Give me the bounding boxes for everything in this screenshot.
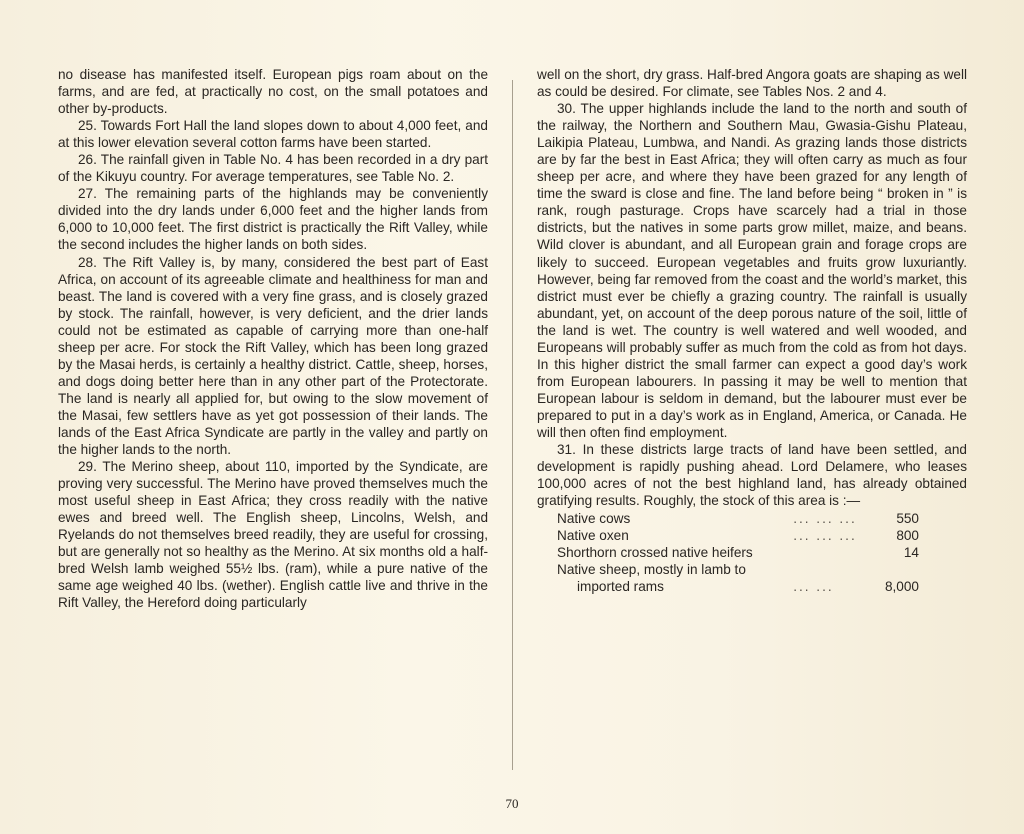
paragraph: 29. The Merino sheep, about 110, imported by the Syndicate, are proving very successful. The Merino have proved themselves much the most useful sheep in East Africa; they cross readily with the native ewes and breed well. The English sheep, Lincolns, Welsh, and Ryelands do not themselves breed readily, they are useful for crossing, but are generally not so healthy as the Merino. At six months old a half-bred Welsh lamb weighed 55½ lbs. (ram), while a pure native of the same age weighed 40 lbs. (wether). English cattle live and thrive in the Rift Valley, the Hereford doing particularly: [58, 459, 488, 611]
stock-row: [557, 578, 919, 595]
right-column: [537, 66, 967, 595]
stock-label: imported rams: [577, 579, 664, 595]
paragraph: 25. Towards Fort Hall the land slopes down to about 4,000 feet, and at this lower elevation several cotton farms have been started.: [58, 118, 488, 151]
page-number: 70: [505, 796, 519, 811]
stock-value: [869, 561, 919, 578]
stock-label: Native cows: [557, 511, 631, 527]
stock-leader-dots: ... ...: [793, 579, 834, 595]
stock-leader-dots: [787, 561, 869, 578]
right-paragraphs: [537, 66, 967, 509]
paragraph: 27. The remaining parts of the highlands may be conveniently divided into the dry lands under 6,000 feet and the higher lands from 6,000 to 10,000 feet. The first district is practically the Rift Valley, while the second includes the higher lands on both sides.: [58, 186, 488, 253]
stock-value: 14: [903, 545, 919, 561]
paragraph: 28. The Rift Valley is, by many, considered the best part of East Africa, on account of its agreeable climate and healthiness for man and beast. The land is covered with a very fine grass, and is closely grazed by stock. The rainfall, however, is very deficient, and the drier lands could not be estimated as capable of carrying more than one-half sheep per acre. For stock the Rift Valley, which has been long grazed by the Masai herds, is certainly a healthy district. Cattle, sheep, horses, and dogs doing better here than in any other part of the Protectorate. The land is nearly all applied for, but owing to the slow movement of the Masai, few settlers have as yet got possession of their lands. The lands of the East Africa Syndicate are partly in the valley and partly on the higher lands to the north.: [58, 254, 488, 458]
paragraph: well on the short, dry grass. Half-bred Angora goats are shaping as well as could be desired. For climate, see Tables Nos. 2 and 4.: [537, 67, 967, 100]
stock-value: 800: [896, 528, 919, 544]
stock-row: [557, 561, 919, 578]
stock-row: [557, 510, 919, 527]
stock-label: Shorthorn crossed native heifers: [557, 545, 753, 561]
stock-row: [557, 544, 919, 561]
stock-value: 550: [896, 511, 919, 527]
stock-value: 8,000: [884, 579, 919, 595]
stock-table: [557, 510, 919, 595]
stock-leader-dots: [787, 544, 869, 561]
stock-label: Native oxen: [557, 528, 629, 544]
stock-label: Native sheep, mostly in lamb to: [557, 562, 746, 578]
stock-leader-dots: ... ... ...: [793, 528, 857, 544]
paragraph: 31. In these districts large tracts of land have been settled, and development is rapidly pushing ahead. Lord Delamere, who leases 100,000 acres of not the best highland land, has already obtained gratifying results. Roughly, the stock of this area is :—: [537, 442, 967, 509]
paragraph: no disease has manifested itself. European pigs roam about on the farms, and are fed, at practically no cost, on the small potatoes and other by-products.: [58, 67, 488, 117]
paragraph: 30. The upper highlands include the land to the north and south of the railway, the Northern and Southern Mau, Gwasia-Gishu Plateau, Laikipia Plateau, Lumbwa, and Nandi. As grazing lands those districts are by far the best in East Africa; they will often carry as much as four sheep per acre, and where they have been grazed for any length of time the sward is close and fine. The land before being “ broken in ” is rank, rough pasturage. Crops have scarcely had a trial in those districts, but the natives in some parts grow millet, maize, and beans. Wild clover is abundant, and all European grain and forage crops are likely to succeed. European vegetables and fruits grow luxuriantly. However, being far removed from the coast and the world’s market, this district must ever be chiefly a grazing country. The rainfall is usually abundant, yet, on account of the deep porous nature of the soil, little of the land is wet. The country is well watered and well wooded, and Europeans will probably suffer as much from the cold as from hot days. In this higher district the small farmer can expect a good day’s work from European labourers. In passing it may be well to mention that European labour is seldom in demand, but the labourer must ever be prepared to put in a day’s work as in England, America, or Canada. He will then often find employment.: [537, 101, 967, 440]
column-divider: [512, 80, 513, 770]
stock-leader-dots: ... ... ...: [793, 511, 857, 527]
paragraph: 26. The rainfall given in Table No. 4 has been recorded in a dry part of the Kikuyu country. For average temperatures, see Table No. 2.: [58, 152, 488, 185]
left-column: [58, 66, 488, 612]
stock-row: [557, 527, 919, 544]
